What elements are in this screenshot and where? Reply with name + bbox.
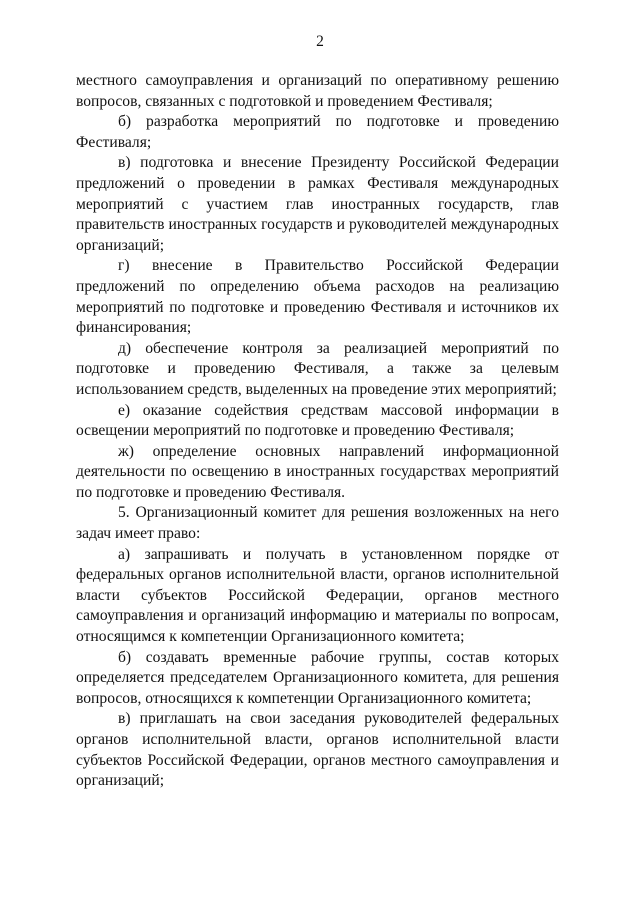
paragraph-item-zh: ж) определение основных направлений информационной деятельности по освещению в иностранных государствах мероприятий по подготовке и проведению Фестиваля.: [76, 442, 559, 501]
document-body: [76, 71, 559, 792]
paragraph-section-5: 5. Организационный комитет для решения возложенных на него задач имеет право:: [76, 504, 559, 543]
paragraph-item-v-2: в) приглашать на свои заседания руководителей федеральных органов исполнительной власти, органов исполнительной власти субъектов Российской Федерации, органов местного самоуправления и организаций;: [76, 710, 559, 790]
paragraph-item-a: а) запрашивать и получать в установленном порядке от федеральных органов исполнительной власти, органов исполнительной власти субъектов Российской Федерации, органов местного самоуправления и организаций информацию и материалы по вопросам, относящимся к компетенции Организационного комитета;: [76, 545, 559, 646]
paragraph-item-g: г) внесение в Правительство Российской Федерации предложений по определению объема расходов на реализацию мероприятий по подготовке и проведению Фестиваля и источников их финансирования;: [76, 257, 559, 337]
paragraph-item-v: в) подготовка и внесение Президенту Российской Федерации предложений о проведении в рамках Фестиваля международных мероприятий с участием глав иностранных государств, глав правительств иностранных государств и руководителей международных организаций;: [76, 154, 559, 254]
paragraph-item-b-2: б) создавать временные рабочие группы, состав которых определяется председателем Организационного комитета, для решения вопросов, относящихся к компетенции Организационного комитета;: [76, 648, 559, 707]
paragraph-item-d: д) обеспечение контроля за реализацией мероприятий по подготовке и проведению Фестиваля, а также за целевым использованием средств, выделенных на проведение этих мероприятий;: [76, 339, 559, 398]
paragraph-item-b: б) разработка мероприятий по подготовке и проведению Фестиваля;: [76, 113, 559, 151]
page-number: 2: [316, 33, 324, 50]
paragraph-item-e: е) оказание содействия средствам массовой информации в освещении мероприятий по подготовке и проведению Фестиваля;: [76, 401, 559, 440]
paragraph-continuation: местного самоуправления и организаций по оперативному решению вопросов, связанных с подготовкой и проведением Фестиваля;: [76, 72, 559, 110]
